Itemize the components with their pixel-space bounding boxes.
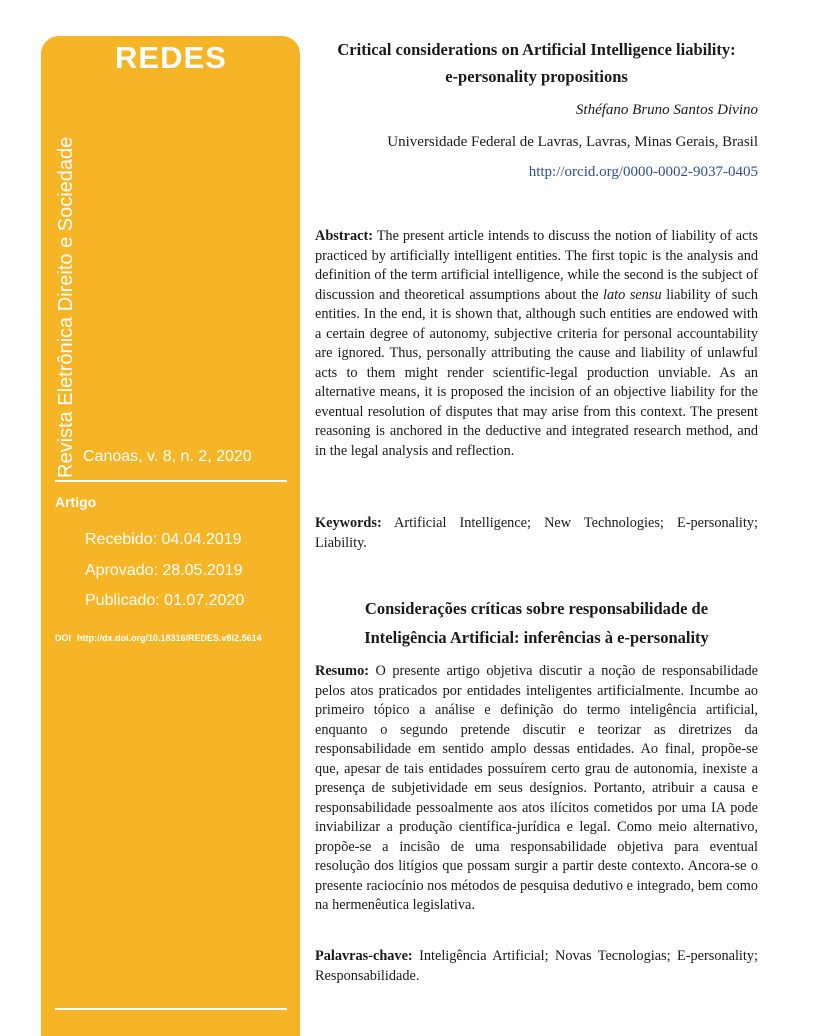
keywords-label: Keywords:	[315, 515, 382, 531]
article-title-pt	[315, 594, 758, 652]
keywords-text: Artificial Intelligence; New Technologies; E-personality; Liability.	[315, 515, 758, 551]
abstract-text-1: The present article intends to discuss the notion of liability of acts practiced by artificially intelligent entities. The first topic is the analysis and definition of the term artificial intelligence, while the second is the subject of discussion and theoretical assumptions about the	[315, 228, 758, 303]
title-pt-line2: Inteligência Artificial: inferências à e-personality	[364, 628, 709, 647]
doi-link[interactable]: http://dx.doi.org/10.18316/REDES.v8i2.5614	[77, 633, 262, 643]
keywords-paragraph	[315, 514, 758, 553]
palavras-chave-label: Palavras-chave:	[315, 948, 413, 964]
article-title-en	[315, 36, 758, 90]
palavras-chave-paragraph	[315, 947, 758, 986]
title-pt-line1: Considerações críticas sobre responsabilidade de	[364, 599, 709, 618]
resumo-text: O presente artigo objetiva discutir a noção de responsabilidade pelos atos praticados por entidades inteligentes artificialmente. Incumbe ao primeiro tópico a análise e definição do termo inteligência artificial, enquanto o segundo pretende discutir e teorizar as diretrizes da responsabilidade em sentido amplo dessas entidades. Ao final, propõe-se que, apesar de tais entidades possuírem certo grau de autonomia, inexiste a presença de subjetividade em seus desígnios. Portanto, atribuir a causa e responsabilidade pessoalmente aos atos ilícitos cometidos por uma IA pode inviabilizar a produção científica-jurídica e legal. Como meio alternativo, propõe-se a incisão de uma responsabilidade objetiva para eventual resolução dos litígios que possam surgir a partir deste contexto. Ancora-se o presente raciocínio nos métodos de pesquisa dedutivo e integrado, bem como na hermenêutica legislativa.	[315, 663, 758, 913]
journal-logo: REDES	[115, 40, 227, 75]
abstract-label: Abstract:	[315, 228, 373, 244]
resumo-paragraph	[315, 662, 758, 916]
abstract-paragraph	[315, 227, 758, 461]
sidebar-divider-bottom	[55, 1008, 287, 1010]
abstract-italic: lato sensu	[603, 286, 662, 303]
palavras-chave-text: Inteligência Artificial; Novas Tecnologias; E-personality; Responsabilidade.	[315, 948, 758, 984]
journal-name-vertical: Revista Eletrônica Direito e Sociedade	[55, 136, 77, 478]
edition-info: Canoas, v. 8, n. 2, 2020	[83, 448, 252, 465]
author-affiliation: Universidade Federal de Lavras, Lavras, Minas Gerais, Brasil	[387, 134, 758, 150]
orcid-link[interactable]: http://orcid.org/0000-0002-9037-0405	[528, 164, 758, 180]
title-en-line2: e-personality propositions	[445, 67, 628, 86]
doi-line	[55, 633, 262, 643]
published-date: Publicado: 01.07.2020	[85, 592, 245, 609]
journal-sidebar	[41, 36, 300, 1036]
sidebar-divider	[55, 480, 287, 482]
author-name: Sthéfano Bruno Santos Divino	[575, 102, 758, 118]
doi-label: DOI	[55, 633, 72, 643]
section-label: Artigo	[55, 494, 97, 510]
received-date: Recebido: 04.04.2019	[85, 531, 242, 548]
title-en-line1: Critical considerations on Artificial Intelligence liability:	[337, 40, 736, 59]
approved-date: Aprovado: 28.05.2019	[85, 562, 243, 579]
abstract-text-2: liability of such entities. In the end, it is shown that, although such entities are endowed with a certain degree of autonomy, subjective criteria for personal accountability are ignored. Thus, personally attributing the cause and liability of unlawful acts to them might render scientific-legal production unviable. As an alternative means, it is proposed the incision of an objective liability for the eventual resolution of disputes that may arise from this context. The present reasoning is anchored in the deductive and integrated research method, and in the legal analysis and reflection.	[315, 286, 758, 459]
resumo-label: Resumo:	[315, 663, 370, 679]
